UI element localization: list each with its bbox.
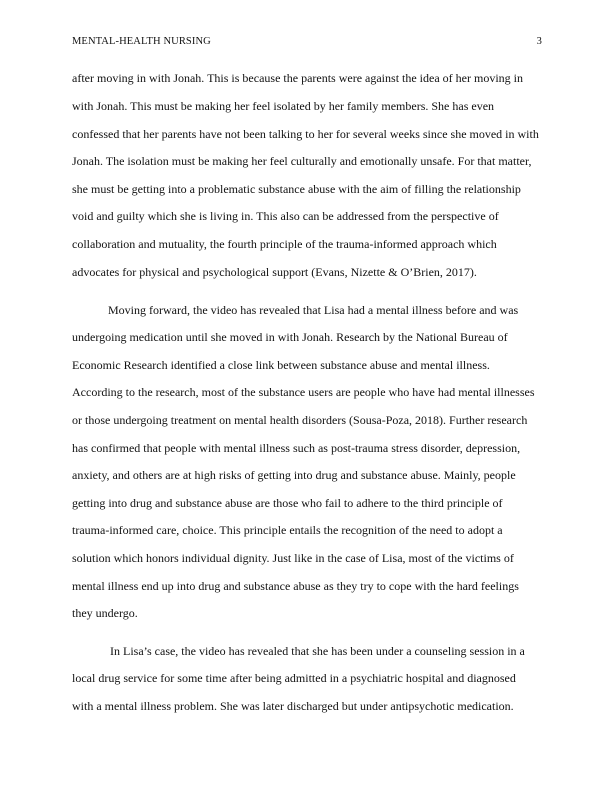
text-line: with Jonah. This must be making her feel isolated by her family members. She has even <box>72 99 495 113</box>
text-line: Moving forward, the video has revealed that Lisa had a mental illness before and was <box>108 303 519 317</box>
text-line: local drug service for some time after being admitted in a psychiatric hospital and diagnosed <box>72 671 516 685</box>
text-line: In Lisa’s case, the video has revealed that she has been under a counseling session in a <box>110 644 525 658</box>
text-line: undergoing medication until she moved in with Jonah. Research by the National Bureau of <box>72 330 508 344</box>
text-line: Jonah. The isolation must be making her feel culturally and emotionally unsafe. For that matter, <box>72 154 532 168</box>
text-line: Economic Research identified a close link between substance abuse and mental illness. <box>72 358 490 372</box>
text-line: advocates for physical and psychological support (Evans, Nizette & O’Brien, 2017). <box>72 265 477 279</box>
text-line: with a mental illness problem. She was later discharged but under antipsychotic medication. <box>72 699 514 713</box>
text-line: void and guilty which she is living in. This also can be addressed from the perspective of <box>72 209 499 223</box>
text-line: solution which honors individual dignity. Just like in the case of Lisa, most of the victims of <box>72 551 514 565</box>
text-line: they undergo. <box>72 606 138 620</box>
text-line: anxiety, and others are at high risks of getting into drug and substance abuse. Mainly, people <box>72 468 516 482</box>
text-line: she must be getting into a problematic substance abuse with the aim of filling the relationship <box>72 182 521 196</box>
text-line: or those undergoing treatment on mental health disorders (Sousa-Poza, 2018). Further research <box>72 413 528 427</box>
text-line: has confirmed that people with mental illness such as post-trauma stress disorder, depression, <box>72 441 521 455</box>
text-line: According to the research, most of the substance users are people who have had mental illnesses <box>72 385 535 399</box>
text-line: confessed that her parents have not been talking to her for several weeks since she moved in with <box>72 127 539 141</box>
running-header <box>72 36 542 52</box>
page-number: 3 <box>536 36 542 47</box>
text-line: collaboration and mutuality, the fourth principle of the trauma-informed approach which <box>72 237 497 251</box>
text-line: trauma-informed care, choice. This principle entails the recognition of the need to adopt a <box>72 523 503 537</box>
text-line: mental illness end up into drug and substance abuse as they try to cope with the hard feelings <box>72 579 519 593</box>
text-line: after moving in with Jonah. This is because the parents were against the idea of her moving in <box>72 71 523 85</box>
header-title: MENTAL-HEALTH NURSING <box>72 36 211 47</box>
text-line: getting into drug and substance abuse are those who fail to adhere to the third principle of <box>72 496 503 510</box>
